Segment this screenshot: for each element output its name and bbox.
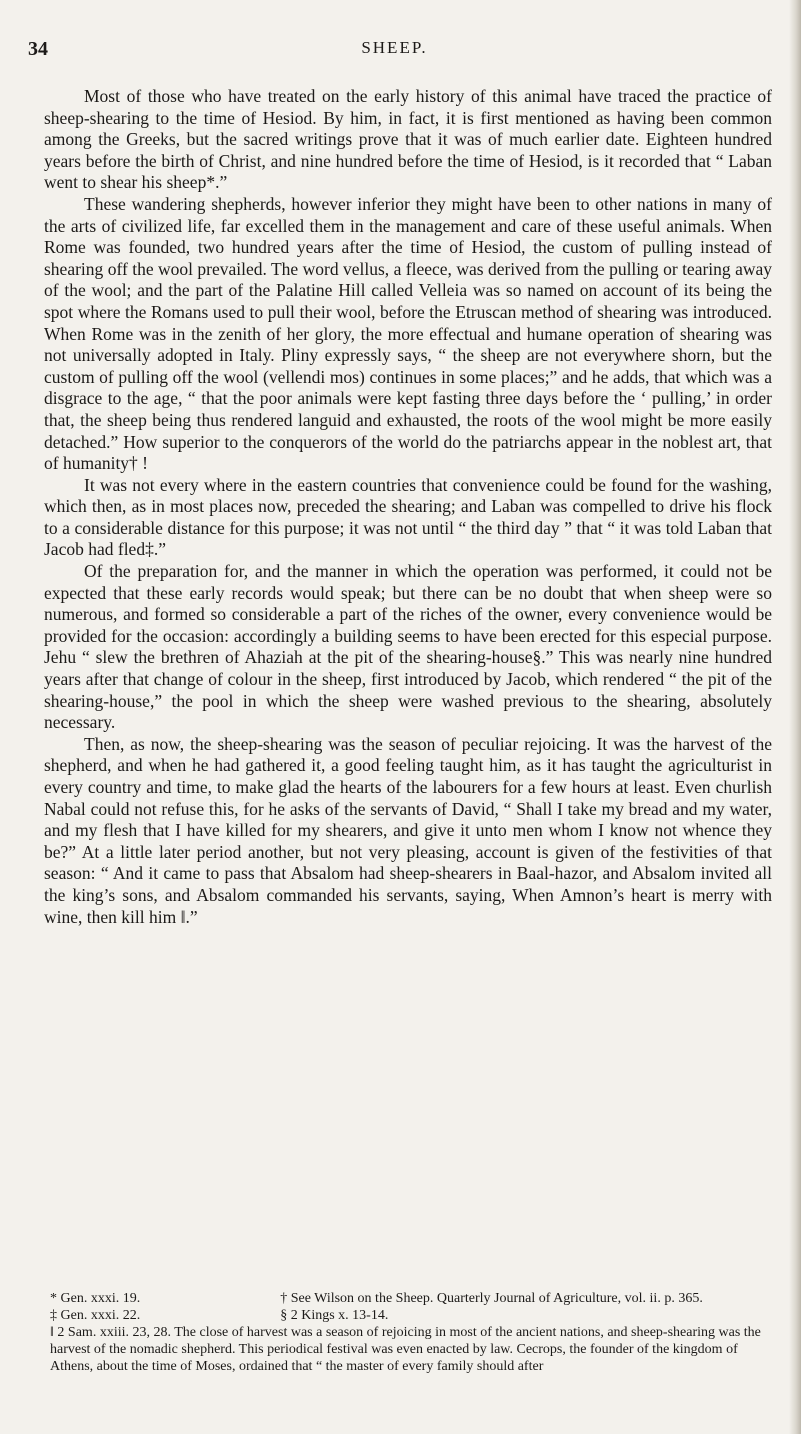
- paragraph: These wandering shepherds, however inferior they might have been to other nations in many of the arts of civilized life, far excelled them in the management and care of these useful animals. When Rome was founded, two hundred years after the time of Hesiod, the custom of pulling instead of shearing off the wool prevailed. The word vellus, a fleece, was derived from the pulling or tearing away of the wool; and the part of the Palatine Hill called Velleia was so named on account of its being the spot where the Romans used to pull their wool, before the Etruscan method of shearing was introduced. When Rome was in the zenith of her glory, the more effectual and humane operation of shearing was not universally adopted in Italy. Pliny expressly says, “ the sheep are not everywhere shorn, but the custom of pulling off the wool (vellendi mos) continues in some places;” and he adds, that which was a disgrace to the age, “ that the poor animals were kept fasting three days before the ‘ pulling,’ in order that, the sheep being thus rendered languid and exhausted, the roots of the wool might be more easily detached.” How superior to the conquerors of the world do the patriarchs appear in the noblest art, that of humanity† !: [44, 193, 772, 474]
- paragraph: It was not every where in the eastern countries that convenience could be found for the washing, which then, as in most places now, preceded the shearing; and Laban was compelled to drive his flock to a considerable distance for this purpose; it was not until “ the third day ” that “ it was told Laban that Jacob had fled‡.”: [44, 474, 772, 560]
- running-head: SHEEP.: [361, 38, 428, 57]
- footnote: ‡ Gen. xxxi. 22. § 2 Kings x. 13-14.: [50, 1308, 389, 1323]
- footnote: * Gen. xxxi. 19. † See Wilson on the Sheep. Quarterly Journal of Agriculture, vol. ii. p. 365.: [50, 1291, 703, 1306]
- page-number: 34: [28, 38, 48, 60]
- footnote: ‖ 2 Sam. xxiii. 23, 28. The close of harvest was a season of rejoicing in most of the ancient nations, and sheep-shearing was the harvest of the nomadic shepherd. This periodical festival was even enacted by law. Cecrops, the founder of the kingdom of Athens, about the time of Moses, ordained that “ the master of every family should after: [50, 1325, 761, 1374]
- paragraph: Then, as now, the sheep-shearing was the season of peculiar rejoicing. It was the harvest of the shepherd, and when he had gathered it, a good feeling taught him, as it has taught the agriculturist in every country and time, to make glad the hearts of the labourers for a few hours at least. Even churlish Nabal could not refuse this, for he asks of the servants of David, “ Shall I take my bread and my water, and my flesh that I have killed for my shearers, and give it unto men whom I know not whence they be?” At a little later period another, but not very pleasing, account is given of the festivities of that season: “ And it came to pass that Absalom had sheep-shearers in Baal-hazor, and Absalom invited all the king’s sons, and Absalom commanded his servants, saying, When Amnon’s heart is merry with wine, then kill him ‖.”: [44, 733, 772, 927]
- paragraph: Most of those who have treated on the early history of this animal have traced the practice of sheep-shearing to the time of Hesiod. By him, in fact, it is first mentioned as having been common among the Greeks, but the sacred writings prove that it was of much earlier date. Eighteen hundred years before the birth of Christ, and nine hundred before the time of Hesiod, is it recorded that “ Laban went to shear his sheep*.”: [44, 86, 772, 193]
- body-text: [44, 86, 772, 928]
- page-header: [28, 38, 761, 68]
- footnotes: [50, 1290, 772, 1375]
- paragraph: Of the preparation for, and the manner in which the operation was performed, it could not be expected that these early records would speak; but there can be no doubt that when sheep were so numerous, and formed so considerable a part of the riches of the owner, every convenience would be provided for the occasion: accordingly a building seems to have been erected for this especial purpose. Jehu “ slew the brethren of Ahaziah at the pit of the shearing-house§.” This was nearly nine hundred years after that change of colour in the sheep, first introduced by Jacob, which rendered “ the pit of the shearing-house,” the pool in which the sheep were washed previous to the shearing, absolutely necessary.: [44, 561, 772, 733]
- page-edge: [789, 0, 801, 1434]
